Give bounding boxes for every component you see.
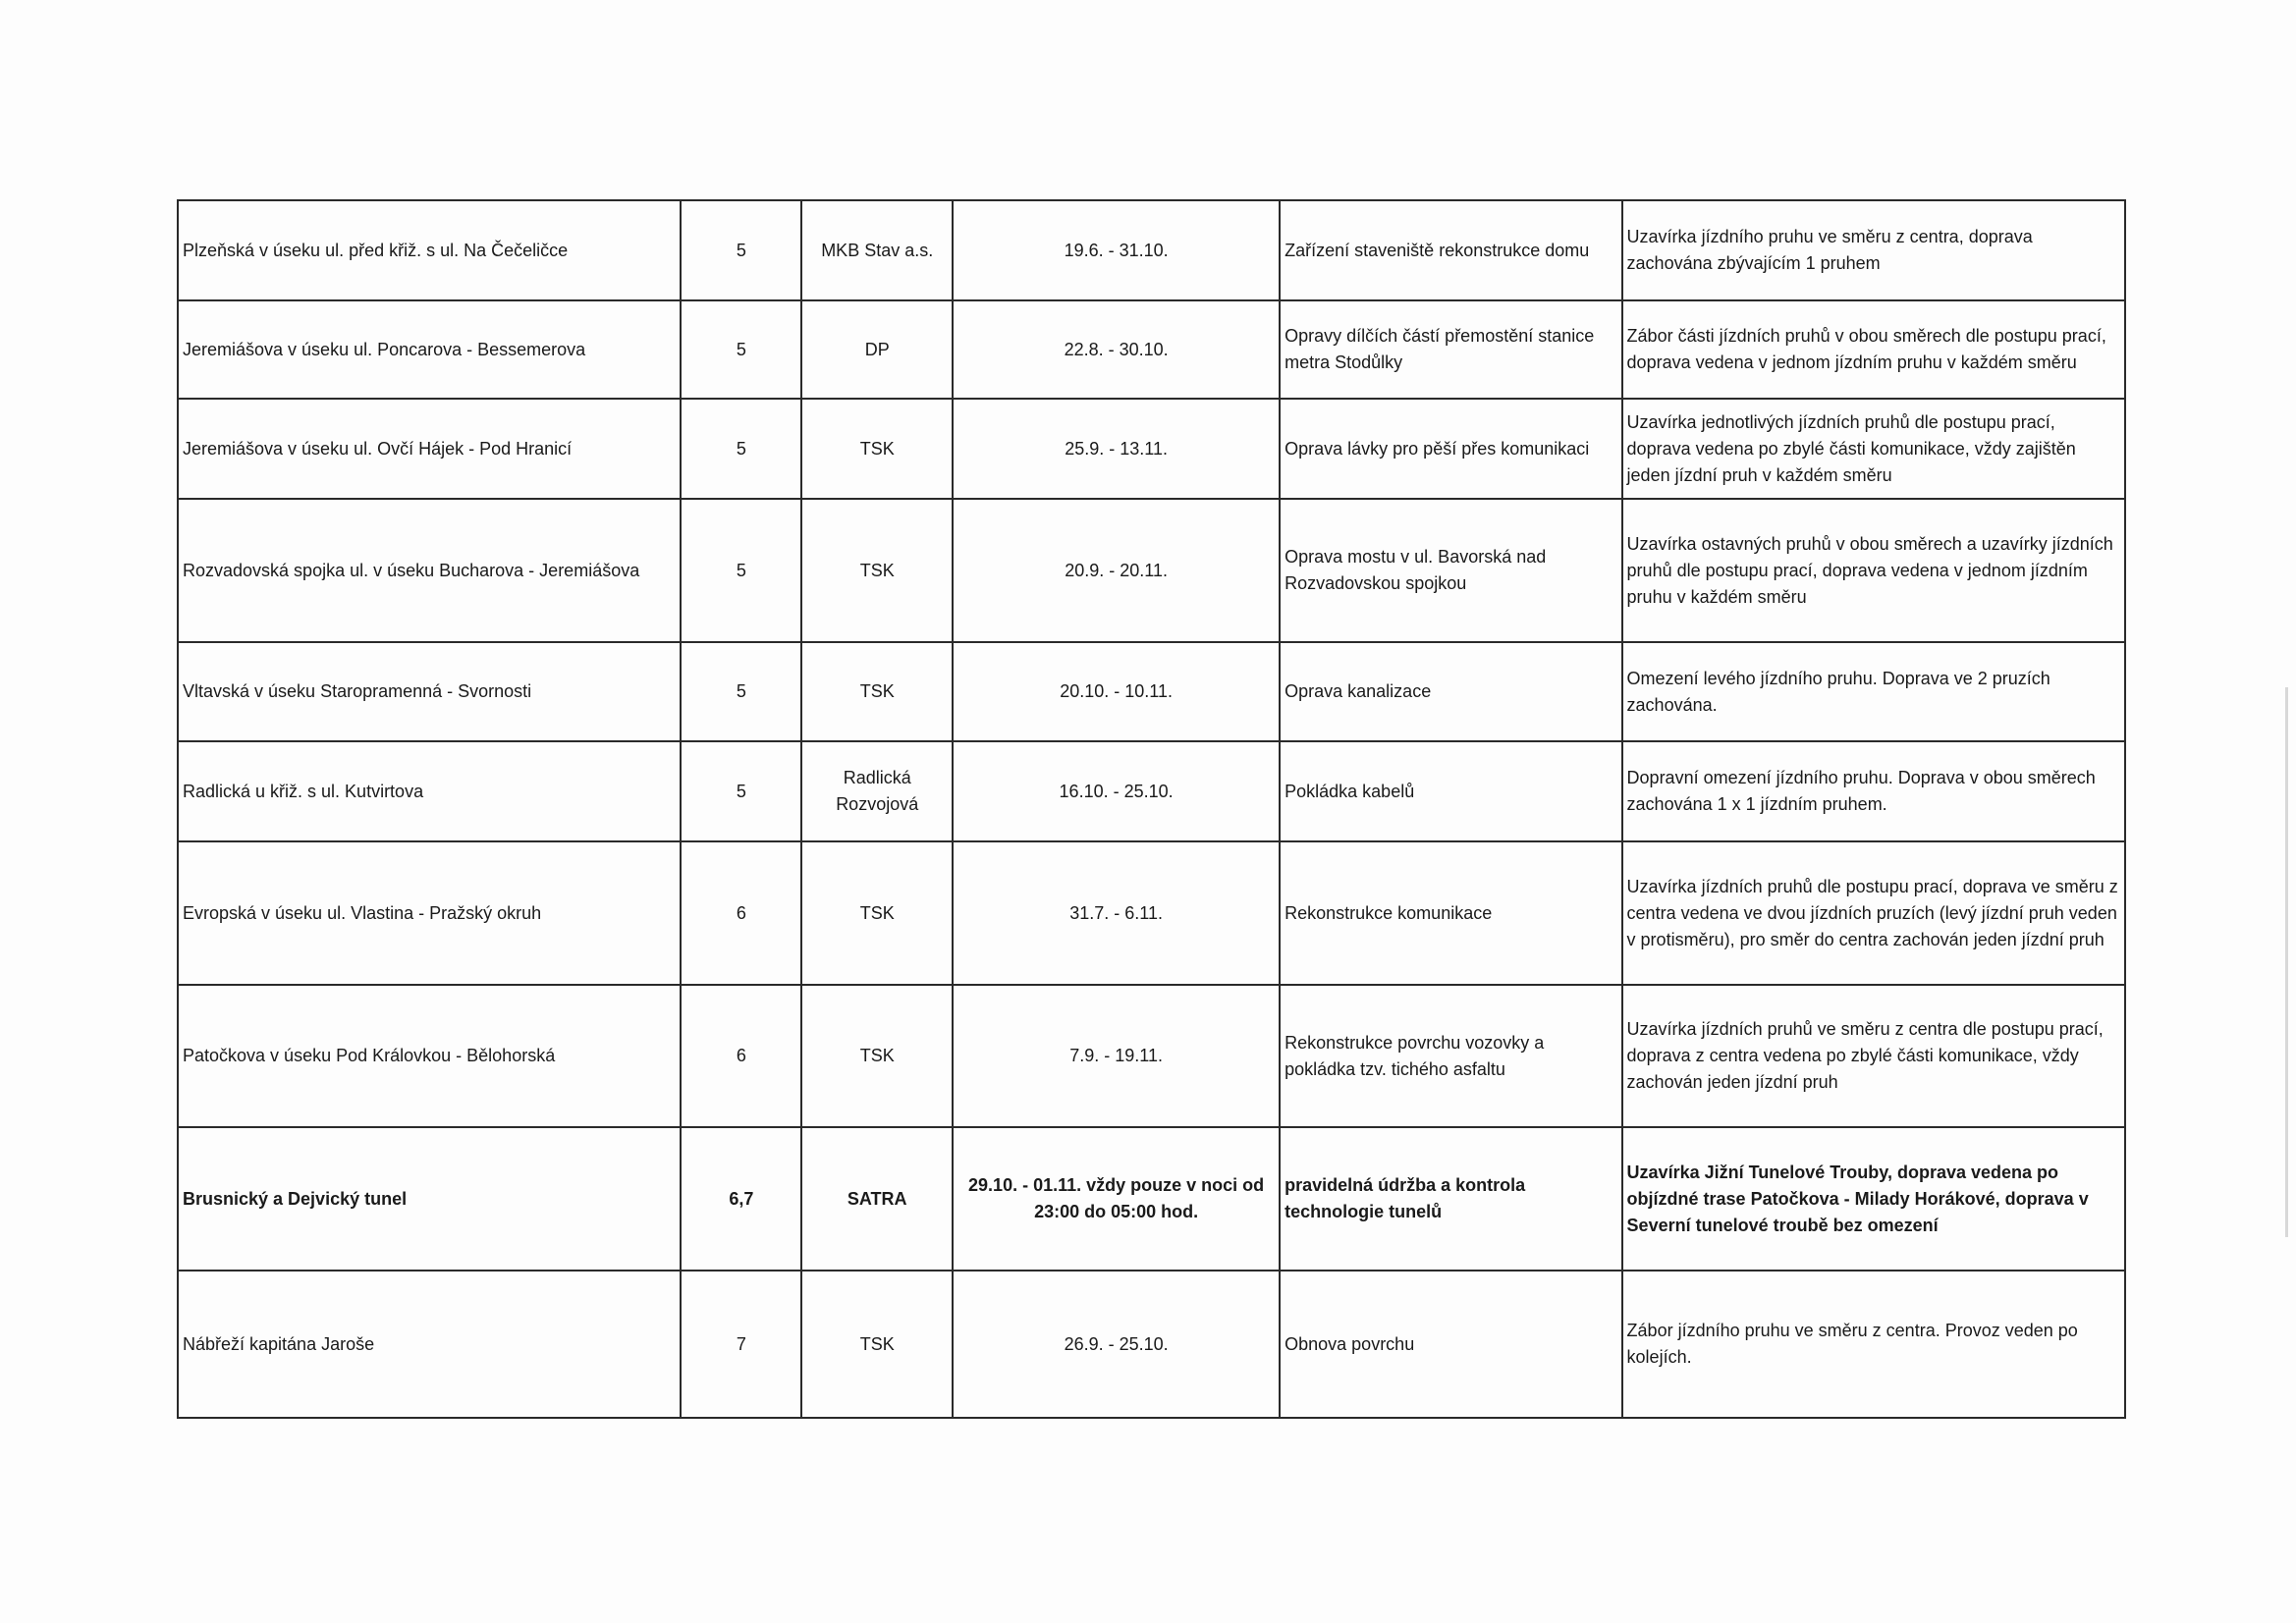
date-cell: 20.10. - 10.11. [953,642,1280,741]
street-cell: Brusnický a Dejvický tunel [178,1127,681,1271]
contractor-cell: TSK [801,399,953,499]
district-cell: 5 [681,642,801,741]
contractor-cell: TSK [801,985,953,1127]
street-cell: Radlická u křiž. s ul. Kutvirtova [178,741,681,841]
contractor-cell: TSK [801,499,953,642]
street-cell: Jeremiášova v úseku ul. Poncarova - Bessemerova [178,300,681,399]
table-row [178,985,2125,1127]
district-cell: 5 [681,300,801,399]
measure-cell: Omezení levého jízdního pruhu. Doprava ve 2 pruzích zachována. [1622,642,2125,741]
measure-cell: Dopravní omezení jízdního pruhu. Doprava v obou směrech zachována 1 x 1 jízdním pruhem. [1622,741,2125,841]
contractor-cell: TSK [801,841,953,985]
date-cell: 20.9. - 20.11. [953,499,1280,642]
table-row [178,642,2125,741]
table-row [178,1127,2125,1271]
district-cell: 7 [681,1271,801,1418]
date-cell: 31.7. - 6.11. [953,841,1280,985]
work-cell: Zařízení staveniště rekonstrukce domu [1280,200,1621,300]
measure-cell: Uzavírka ostavných pruhů v obou směrech a uzavírky jízdních pruhů dle postupu prací, doprava vedena v jednom jízdním pruhu v každém směru [1622,499,2125,642]
date-cell: 25.9. - 13.11. [953,399,1280,499]
measure-cell: Uzavírka jízdního pruhu ve směru z centra, doprava zachována zbývajícím 1 pruhem [1622,200,2125,300]
work-cell: Pokládka kabelů [1280,741,1621,841]
work-cell: Rekonstrukce komunikace [1280,841,1621,985]
street-cell: Patočkova v úseku Pod Královkou - Bělohorská [178,985,681,1127]
table-row [178,399,2125,499]
date-cell: 26.9. - 25.10. [953,1271,1280,1418]
work-cell: Oprava kanalizace [1280,642,1621,741]
work-cell: Oprava mostu v ul. Bavorská nad Rozvadovskou spojkou [1280,499,1621,642]
work-cell: pravidelná údržba a kontrola technologie tunelů [1280,1127,1621,1271]
table-row [178,300,2125,399]
table-body [178,200,2125,1418]
district-cell: 6,7 [681,1127,801,1271]
contractor-cell: SATRA [801,1127,953,1271]
street-cell: Plzeňská v úseku ul. před křiž. s ul. Na Čečeličce [178,200,681,300]
district-cell: 6 [681,841,801,985]
date-cell: 29.10. - 01.11. vždy pouze v noci od 23:00 do 05:00 hod. [953,1127,1280,1271]
contractor-cell: Radlická Rozvojová [801,741,953,841]
table-row [178,841,2125,985]
measure-cell: Uzavírka jednotlivých jízdních pruhů dle postupu prací, doprava vedena po zbylé části komunikace, vždy zajištěn jeden jízdní pruh v každém směru [1622,399,2125,499]
contractor-cell: MKB Stav a.s. [801,200,953,300]
street-cell: Evropská v úseku ul. Vlastina - Pražský okruh [178,841,681,985]
contractor-cell: TSK [801,1271,953,1418]
street-cell: Jeremiášova v úseku ul. Ovčí Hájek - Pod Hranicí [178,399,681,499]
work-cell: Oprava lávky pro pěší přes komunikaci [1280,399,1621,499]
date-cell: 19.6. - 31.10. [953,200,1280,300]
work-cell: Obnova povrchu [1280,1271,1621,1418]
contractor-cell: TSK [801,642,953,741]
district-cell: 5 [681,200,801,300]
contractor-cell: DP [801,300,953,399]
scan-edge-mark [2285,687,2288,1237]
district-cell: 5 [681,741,801,841]
district-cell: 5 [681,499,801,642]
street-cell: Rozvadovská spojka ul. v úseku Bucharova - Jeremiášova [178,499,681,642]
measure-cell: Zábor jízdního pruhu ve směru z centra. Provoz veden po kolejích. [1622,1271,2125,1418]
date-cell: 16.10. - 25.10. [953,741,1280,841]
table-row [178,741,2125,841]
work-cell: Rekonstrukce povrchu vozovky a pokládka tzv. tichého asfaltu [1280,985,1621,1127]
road-closures-table [177,199,2126,1419]
measure-cell: Uzavírka jízdních pruhů dle postupu prací, doprava ve směru z centra vedena ve dvou jízdních pruzích (levý jízdní pruh veden v protisměru), pro směr do centra zachován jeden jízdní pruh [1622,841,2125,985]
table-row [178,200,2125,300]
district-cell: 6 [681,985,801,1127]
measure-cell: Uzavírka Jižní Tunelové Trouby, doprava vedena po objízdné trase Patočkova - Milady Horákové, doprava v Severní tunelové troubě bez omezení [1622,1127,2125,1271]
table-row [178,1271,2125,1418]
street-cell: Vltavská v úseku Staropramenná - Svornosti [178,642,681,741]
date-cell: 7.9. - 19.11. [953,985,1280,1127]
measure-cell: Uzavírka jízdních pruhů ve směru z centra dle postupu prací, doprava z centra vedena po zbylé části komunikace, vždy zachován jeden jízdní pruh [1622,985,2125,1127]
measure-cell: Zábor části jízdních pruhů v obou směrech dle postupu prací, doprava vedena v jednom jízdním pruhu v každém směru [1622,300,2125,399]
date-cell: 22.8. - 30.10. [953,300,1280,399]
table-row [178,499,2125,642]
district-cell: 5 [681,399,801,499]
street-cell: Nábřeží kapitána Jaroše [178,1271,681,1418]
work-cell: Opravy dílčích částí přemostění stanice metra Stodůlky [1280,300,1621,399]
